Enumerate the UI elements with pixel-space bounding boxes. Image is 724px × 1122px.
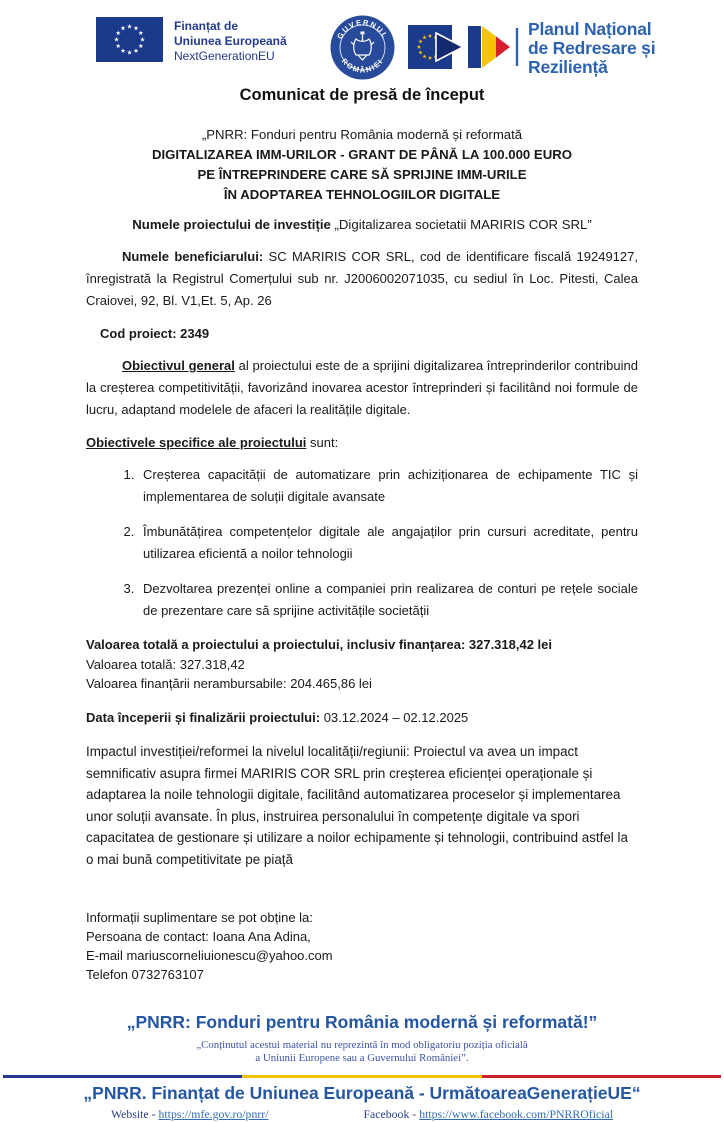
specific-objectives-list — [86, 464, 638, 622]
beneficiary-text: SC MARIRIS COR SRL, cod de identificare fiscală 19249127, înregistrată la Registrul Comerțului sub nr. J2006002071035, cu sediul în Loc. Pitesti, Calea Craiovei, 92, Bl. V1,Et. 5, Ap. 26 — [86, 249, 638, 308]
objective-item: 1. Creșterea capacității de automatizare prin achiziționarea de echipamente TIC și implementarea de soluții digitale avansate — [138, 464, 638, 508]
tricolor-blue-segment — [3, 1075, 242, 1078]
contact-email: E-mail mariuscorneliuionescu@yahoo.com — [86, 948, 333, 963]
footer-slogan: „PNRR: Fonduri pentru România modernă și reformată!” — [126, 1012, 598, 1032]
pnrr-caption-line2: de Redresare și Reziliență — [528, 38, 656, 77]
project-name-line — [86, 217, 638, 232]
intro-line-2: DIGITALIZAREA IMM-URILOR - GRANT DE PÂNĂ LA 100.000 EURO — [151, 147, 573, 162]
eu-caption-line1: Finanțat de — [174, 19, 239, 33]
website-link[interactable]: https://mfe.gov.ro/pnrr/ — [158, 1107, 269, 1121]
objective-item: 2. Îmbunătățirea competențelor digitale ale angajaților prin cursuri acreditate, pentru utilizarea eficientă a noilor tehnologii — [138, 521, 638, 565]
seal-text-bottom: ROMÂNIEI — [339, 56, 386, 75]
contact-phone: Telefon 0732763107 — [86, 967, 204, 982]
grant-value: Valoarea finanțării nerambursabile: 204.465,86 lei — [86, 676, 372, 691]
website-link-group — [111, 1107, 269, 1122]
project-code: Cod proiect: 2349 — [100, 326, 210, 341]
total-value: Valoarea totală: 327.318,42 — [86, 656, 245, 672]
specific-objectives-heading — [86, 435, 638, 450]
government-seal-icon — [330, 15, 395, 83]
objective-item: 3. Dezvoltarea prezenței online a companiei prin realizarea de conturi pe rețele sociale de prezentare care să sprijine activitățile societății — [138, 578, 638, 622]
facebook-link-group — [363, 1107, 613, 1122]
footer — [0, 1012, 724, 1122]
specific-objectives-suffix: sunt: — [310, 435, 339, 450]
footer-links — [0, 1107, 724, 1122]
general-objective-paragraph — [86, 355, 638, 421]
contact-person: Persoana de contact: Ioana Ana Adina, — [86, 929, 311, 944]
intro-heading — [86, 125, 638, 205]
tricolor-yellow-segment — [242, 1075, 481, 1078]
disclaimer-line-2: a Uniunii Europene sau a Guvernului României”. — [255, 1052, 469, 1064]
project-dates — [86, 708, 638, 728]
website-label: Website - — [110, 1107, 159, 1121]
seal-text-top: GUVERNUL — [335, 17, 390, 41]
specific-objectives-label: Obiectivele specifice ale proiectului — [86, 435, 307, 450]
header — [0, 0, 724, 84]
general-objective-text: al proiectului este de a sprijini digitalizarea întreprinderilor contribuind la creșterea competitivității, favorizând inovarea acestor întreprinderi și facilitând noi formule de lucru, adaptand modelele de afaceri la realitățile digitale. — [86, 358, 638, 417]
project-name-value: „Digitalizarea societatii MARIRIS COR SRL” — [334, 217, 592, 232]
beneficiary-label: Numele beneficiarului: — [122, 249, 264, 264]
facebook-link[interactable]: https://www.facebook.com/PNRROficial — [419, 1107, 614, 1121]
romanian-tricolor-divider — [3, 1075, 721, 1078]
disclaimer-line-1: „Conținutul acestui material nu reprezintă în mod obligatoriu poziția oficială — [196, 1039, 528, 1051]
project-dates-label: Data începerii și finalizării proiectului: — [86, 709, 321, 725]
general-objective-label: Obiectivul general — [122, 358, 235, 373]
footer-disclaimer — [0, 1039, 724, 1065]
beneficiary-paragraph — [86, 246, 638, 312]
eu-caption-line2: Uniunea Europeană — [174, 34, 287, 48]
impact-paragraph: Impactul investiției/reformei la nivelul localității/regiunii: Proiectul va avea un impact semnificativ asupra firmei MARIRIS COR SRL prin creșterea eficienței operaționale și adaptarea la noile tehnologii digitale, facilitând automatizarea proceselor și implementarea unor soluții avansate. În plus, instruirea personalului în competențe digitale va spori capacitatea de gestionare și utilizare a noilor echipamente și tehnologii, contribuind astfel la o mai bună competitivitate pe piață — [86, 744, 628, 867]
total-value-line: Valoarea totală a proiectului a proiectului, inclusiv finanțarea: 327.318,42 lei — [86, 637, 553, 652]
project-dates-value: 03.12.2024 – 02.12.2025 — [323, 709, 469, 725]
facebook-label: Facebook - — [363, 1107, 420, 1121]
eu-logo-caption — [174, 17, 287, 64]
contact-block — [86, 908, 638, 984]
pnrr-caption-line1: Planul Național — [528, 19, 652, 39]
tricolor-red-segment — [482, 1075, 721, 1078]
project-name-label: Numele proiectului de investiție — [132, 217, 331, 232]
page-title: Comunicat de presă de început — [239, 86, 485, 104]
eu-flag-icon — [96, 17, 163, 65]
pnrr-logo — [408, 20, 724, 77]
intro-line-3: PE ÎNTREPRINDERE CARE SĂ SPRIJINE IMM-URILE — [197, 167, 527, 182]
pnrr-flag-icon — [408, 24, 520, 73]
intro-line-1: „PNRR: Fonduri pentru România modernă și reformată — [201, 127, 523, 142]
eu-funded-logo — [96, 17, 287, 65]
contact-intro: Informații suplimentare se pot obține la: — [86, 910, 313, 925]
pnrr-logo-caption — [528, 20, 724, 77]
eu-caption-line3: NextGenerationEU — [174, 49, 275, 63]
intro-line-4: ÎN ADOPTAREA TEHNOLOGIILOR DIGITALE — [223, 187, 501, 202]
project-values — [86, 635, 638, 694]
document-body — [0, 125, 724, 984]
footer-funding-line: „PNRR. Finanțat de Uniunea Europeană - UrmătoareaGenerațieUE“ — [83, 1083, 641, 1103]
